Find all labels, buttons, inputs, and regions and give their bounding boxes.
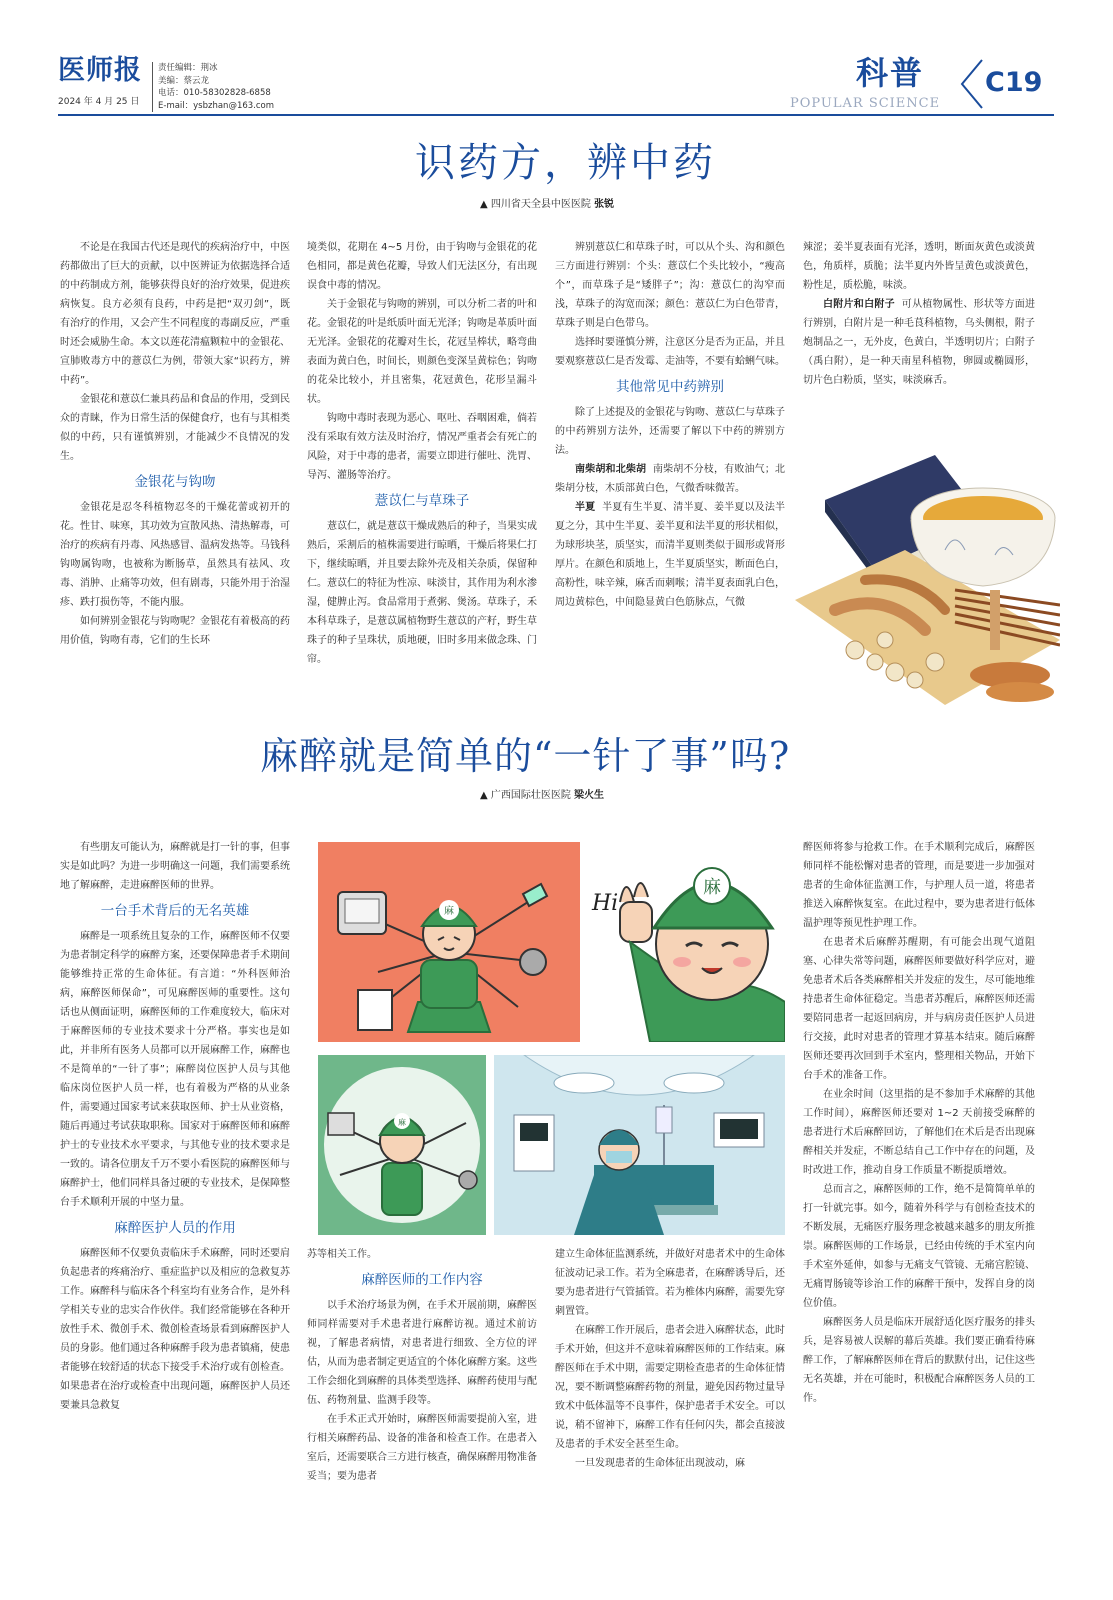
paragraph: 如何辨别金银花与钩吻呢？金银花有着极高的药用价值，钩吻有毒，它们的生长环 [60,616,290,646]
cap-badge-text: 麻 [398,1118,406,1127]
multi-arm-doctor-illustration [318,842,580,1042]
section-title: 科普 [856,54,925,92]
subheading-other-herbs: 其他常见中药辨别 [616,379,724,395]
paragraph: 钩吻中毒时表现为恶心、呕吐、吞咽困难，倘若没有采取有效方法及时治疗，情况严重者会有死亡的风险，对于中毒的患者，需要立即进行催吐、洗胃、导泻、灌肠等治疗。 [307,413,537,481]
paragraph: 建立生命体征监测系统，并做好对患者术中的生命体征波动记录工作。若为全麻患者，在麻醉诱导后，还要为患者进行气管插管。若为椎体内麻醉，需要先穿刺置管。 [555,1249,785,1317]
paragraph: 薏苡仁，就是薏苡干燥成熟后的种子，当果实成熟后，采割后的植株需要进行晾晒，干燥后将果仁打下，继续晾晒，并且要去除外壳及相关杂质，保留种仁。薏苡仁的特征为性凉、味淡甘，其作用为利水渗湿，健脾止泻。食品常用于煮粥、煲汤。草珠子，禾本科草珠子，是薏苡属植物野生薏苡的产籽，野生草珠子的种子呈珠状，质地硬，旧时多用来做念珠、门帘。 [307,521,537,665]
paragraph: 在手术正式开始时，麻醉医师需要提前入室，进行相关麻醉药品、设备的准备和检查工作。在患者入室后，还需要联合三方进行核查，确保麻醉用物准备妥当；要为患者 [307,1414,537,1482]
publication-date: 2024 年 4 月 25 日 [58,97,140,107]
paragraph: 不论是在我国古代还是现代的疾病治疗中，中医药都做出了巨大的贡献，以中医辨证为依据选择合适的中药制成方剂，能够获得良好的治疗效果，促进疾病恢复。良方必须有良药，中药是把“双刃剑”，既有治疗的作用，又会产生不同程度的毒副反应，严重时还会威胁生命。本文以莲花清瘟颗粒中的金银花、宣肺败毒方中的薏苡仁为例，带领大家“识药方，辨中药”。 [60,242,290,386]
article1-author: 张锐 [594,199,615,210]
article1-byline [480,195,614,210]
article1-column-4 [803,238,1035,428]
waving-doctor-illustration [590,842,785,1042]
paragraph: 境类似，花期在 4~5 月份，由于钩吻与金银花的花色相同，都是黄色花瓣，导致人们无法区分，有出现误食中毒的情况。 [307,242,537,291]
subheading-work-content: 麻醉医师的工作内容 [361,1272,483,1288]
newspaper-logo: 医师报 [58,55,142,86]
page-number: C19 [985,67,1043,98]
paragraph: 在麻醉工作开展后，患者会进入麻醉状态，此时手术开始，但这并不意味着麻醉医师的工作结束。麻醉医师在手术中期，需要定期检查患者的生命体征情况，要不断调整麻醉药物的剂量，避免因药物过量导致术中低体温等不良事件，保护患者手术安全。可以说，稍不留神下，麻醉工作有任何闪失，都会直接波及患者的手术安全甚至生命。 [555,1325,785,1450]
article1-title: 识药方，辨中药 [415,140,716,186]
herb-lead: 半夏 [575,502,596,513]
subheading-yiyiren: 薏苡仁与草珠子 [374,493,470,509]
paragraph: 总而言之，麻醉医师的工作，绝不是简简单单的打一针就完事。如今，随着外科学与有创检查技术的不断发展，无痛医疗服务理念被越来越多的朋友所推崇。麻醉医师的工作场景，已经由传统的手术室内向手术室外延伸，如参与无痛支气管镜、无痛宫腔镜、无痛胃肠镜等诊治工作的麻醉干预中，发挥自身的岗位价值。 [803,1184,1035,1309]
paragraph: 除了上述提及的金银花与钩吻、薏苡仁与草珠子的中药辨别方法外，还需要了解以下中药的辨别方法。 [555,407,785,456]
subheading-unsung-heroes: 一台手术背后的无名英雄 [100,903,250,919]
section-title-en: POPULAR SCIENCE [790,96,941,111]
paragraph: 金银花是忍冬科植物忍冬的干燥花蕾或初开的花。性甘、味寒，其功效为宣散风热、清热解毒，可治疗的疾病有丹毒、风热感冒、温病发热等。马钱科钩吻属钩吻，也被称为断肠草，虽然具有祛风、攻毒、消肿、止痛等功效，但有剧毒，只能外用于治湿疹、跌打损伤等，不能内服。 [60,502,290,608]
paragraph: 以手术治疗场景为例，在手术开展前期，麻醉医师同样需要对手术患者进行麻醉访视。通过术前访视，了解患者病情，对患者进行细致、全方位的评估，从而为患者制定更适宜的个体化麻醉方案。这些工作会细化到麻醉的具体类型选择、麻醉药使用与配伍、药物剂量、监测手段等。 [307,1300,537,1406]
cap-badge-text: 麻 [703,877,721,898]
article2-title: 麻醉就是简单的“一针了事”吗? [260,734,791,778]
paragraph [555,460,785,498]
article1-column-2 [307,238,537,708]
article2-byline [480,786,604,801]
paragraph: 金银花和薏苡仁兼具药品和食品的作用，受到民众的青睐，作为日常生活的保健食疗，也有与其相类似的中药，只有谨慎辨别，才能减少不良情况的发生。 [60,394,290,462]
article1-column-1 [60,238,290,708]
paragraph: 辨别薏苡仁和草珠子时，可以从个头、沟和颜色三方面进行辨别：个头：薏苡仁个头比较小，“瘦高个”，而草珠子是“矮胖子”；沟：薏苡仁的沟窄而浅，草珠子的沟宽而深；颜色：薏苡仁为白色带青，草珠子则是白色带乌。 [555,242,785,329]
subheading-jinyinhua: 金银花与钩吻 [134,474,216,490]
paragraph: 关于金银花与钩吻的辨别，可以分析二者的叶和花。金银花的叶是纸质叶面无光泽；钩吻是革质叶面无光泽。金银花的花瓣对生长，花冠呈棒状，略弯曲表面为黄白色，时间长，则颜色变深呈黄棕色；钩吻的花朵比较小，并且密集，花冠黄色，花形呈漏斗状。 [307,299,537,405]
phone-line: 电话：010-58302828-6858 [158,88,271,98]
editor-info [152,62,332,112]
email-line: E-mail：ysbzhan@163.com [158,100,275,111]
article2-column-3 [555,1245,785,1527]
paragraph [555,498,785,612]
hi-text: Hi [592,891,619,916]
paragraph [803,295,1035,390]
herb-text: 半夏有生半夏、清半夏、姜半夏以及法半夏之分，其中生半夏、姜半夏和法半夏的形状相似，为球形块茎，质坚实，而清半夏则类似于圆形或肾形厚片。在颜色和质地上，生半夏质坚实，断面色白，高粉性，味辛辣，麻舌而刺喉；清半夏表面乳白色，周边黄棕色，中间隐显黄白色筋脉点，气微 [555,502,785,608]
paragraph: 麻醉医务人员是临床开展舒适化医疗服务的排头兵，是容易被人误解的幕后英雄。我们要正确看待麻醉工作，了解麻醉医师在背后的默默付出，记住这些无名英雄，并在可能时，积极配合麻醉医务人员的工作。 [803,1317,1035,1404]
herb-text: 可从植物属性、形状等方面进行辨别，白附片是一种毛茛科植物，乌头侧根，附子炮制品之一，无外皮，色黄白，半透明切片；白附子（禹白附），是一种天南星科植物，卵圆或椭圆形，切片色白粉质，坚实，味淡麻舌。 [803,299,1035,386]
article1-column-3 [555,238,785,708]
paragraph: 辣涩；姜半夏表面有光泽，透明，断面灰黄色或淡黄色，角质样，质脆；法半夏内外皆呈黄色或淡黄色，粉性足，质松脆，味淡。 [803,242,1035,291]
green-multi-arm-doctor-illustration [318,1055,486,1235]
editor-line: 责任编辑：荆冰 [158,63,218,73]
paragraph: 醉医师将参与抢救工作。在手术顺利完成后，麻醉医师同样不能松懈对患者的管理，而是要进一步加强对患者的生命体征监测工作，与护理人员一道，将患者推送入麻醉恢复室。在此过程中，要为患者进行低体温护理等预见性护理工作。 [803,842,1035,929]
article2-affiliation: ▲ 广西国际壮医医院 [480,790,571,801]
paragraph: 苏等相关工作。 [307,1249,377,1260]
paragraph: 在患者术后麻醉苏醒期，有可能会出现气道阻塞、心律失常等问题，麻醉医师要做好科学应对，避免患者术后各类麻醉相关并发症的发生，尽可能地维持患者生命体征稳定。当患者苏醒后，麻醉医师还需要陪同患者一起返回病房，并与病房责任医护人员进行交接，此时对患者的管理才算基本结束。随后麻醉医师还要再次回到手术室内，整理相关物品，开始下台手术的准备工作。 [803,937,1035,1081]
article2-column-1 [60,838,290,1528]
operating-room-illustration [494,1055,785,1235]
paragraph: 选择时要谨慎分辨，注意区分是否为正品，并且要观察薏苡仁是否发霉、走油等，不要有蛤蜊气味。 [555,337,785,367]
paragraph: 一旦发现患者的生命体征出现波动，麻 [575,1458,745,1469]
paragraph: 麻醉是一项系统且复杂的工作，麻醉医师不仅要为患者制定科学的麻醉方案，还要保障患者手术期间能够维持正常的生命体征。有言道：“外科医师治病，麻醉医师保命”，可见麻醉医师的重要性。这句话也从侧面证明，麻醉医师的工作难度较大，临床对于麻醉医师的专业技术要求十分严格。事实也是如此，并非所有医务人员都可以开展麻醉工作，麻醉也不是简单的“一针了事”；麻醉岗位医护人员与其他临床岗位医护人员一样，也有着极为严格的从业条件，需要通过国家考试来获取医师、护士从业资格，随后再通过考试获取职称。国家对于麻醉医师和麻醉护士的专业技术水平要求，与其他专业的技术要求是一致的。请各位朋友千万不要小看医院的麻醉医师与麻醉护士，他们同样具备过硬的专业技术，是保障整台手术顺利开展的中坚力量。 [60,931,290,1208]
chevron-left-icon [958,58,988,110]
paragraph: 有些朋友可能认为，麻醉就是打一针的事，但事实是如此吗？为进一步明确这一问题，我们需要系统地了解麻醉，走进麻醉医师的世界。 [60,842,290,891]
herb-lead: 白附片和白附子 [823,299,895,310]
designer-line: 美编：蔡云龙 [158,75,210,86]
article2-column-4 [803,838,1035,1528]
subheading-role: 麻醉医护人员的作用 [114,1220,236,1236]
cap-badge-text: 麻 [444,906,454,917]
herb-lead: 南柴胡和北柴胡 [575,464,647,475]
herb-text: 南柴胡不分枝，有败油气；北柴胡分枝，木质部黄白色，气微香味微苦。 [555,464,785,494]
paragraph: 麻醉医师不仅要负责临床手术麻醉，同时还要肩负起患者的疼痛治疗、重症监护以及相应的急救复苏工作。麻醉科与临床各个科室均有业务合作，是外科学相关专业的忠实合作伙伴。我们经常能够在各种开放性手术、微创手术、微创检查场景看到麻醉医护人员的身影。他们通过各种麻醉手段为患者镇痛，使患者能够在较舒适的状态下接受手术治疗或有创检查。如果患者在治疗或检查中出现问题，麻醉医护人员还要兼具急救复 [60,1248,290,1411]
article2-column-2 [307,1245,537,1527]
article1-affiliation: ▲ 四川省天全县中医医院 [480,199,591,210]
herbal-medicine-illustration [795,440,1060,710]
paragraph: 在业余时间（这里指的是不参加手术麻醉的其他工作时间），麻醉医师还要对 1~2 天前接受麻醉的患者进行术后麻醉回访，了解他们在术后是否出现麻醉相关并发症，不断总结自己工作中存在的问题，及时改进工作，推动自身工作质量不断提质增效。 [803,1089,1035,1176]
article2-author: 梁火生 [574,790,605,801]
masthead-rule [58,114,1054,116]
